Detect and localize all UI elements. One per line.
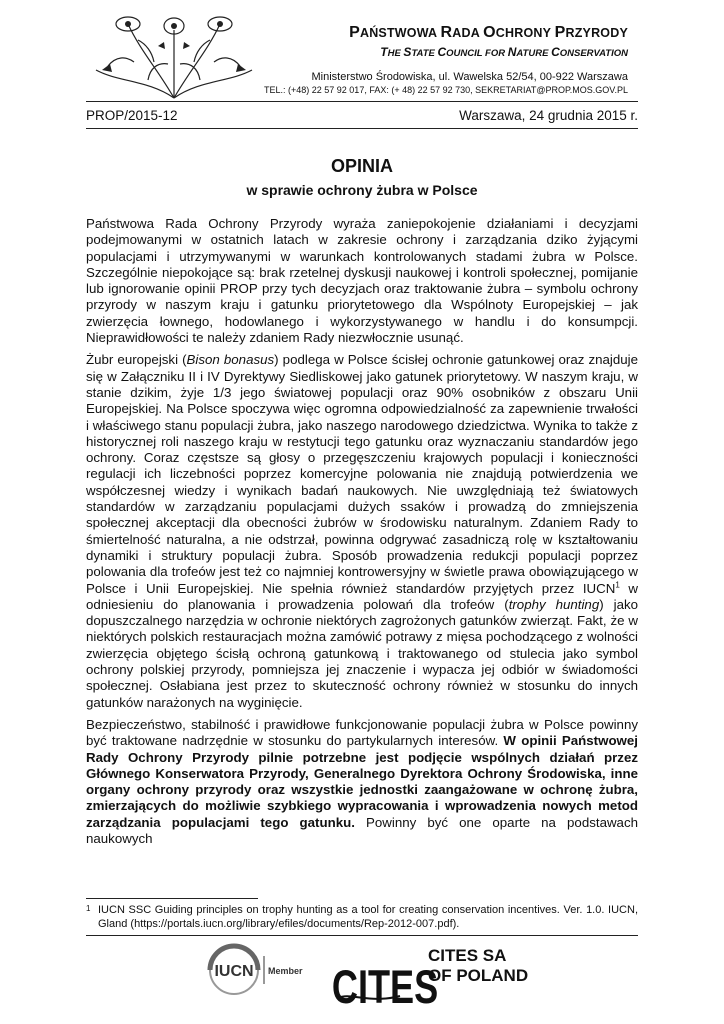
iucn-member-logo [206,942,316,998]
footnote-number: 1 [86,904,91,913]
org-contact: TEL.: (+48) 22 57 92 017, FAX: (+ 48) 22 57 92 730, SEKRETARIAT@PROP.MOS.GOV.PL [264,85,628,95]
document-subtitle: w sprawie ochrony żubra w Polsce [246,182,478,198]
key-recommendation: W opinii Państwowej Rady Ochrony Przyrody pilnie potrzebne jest podjęcie wspólnych działań przez Głównego Konserwatora Przyrody, Generalnego Dyrektora Ochrony Środowiska, inne organy ochrony przyrody oraz wszystkie jednostki zaangażowane w ochronę żubra, zmierzających do możliwie szybkiego wypracowania i wprowadzenia nowych metod zarządzania populacjami tego gatunku. [86,733,638,830]
reference-divider [86,128,638,129]
letterhead [262,24,628,95]
org-subtitle: THE STATE COUNCIL FOR NATURE CONSERVATION [380,45,628,59]
reference-number: PROP/2015-12 [86,108,178,123]
org-title: PAŃSTWOWA RADA OCHRONY PRZYRODY [349,24,628,41]
paragraph-2: Żubr europejski (Bison bonasus) podlega w Polsce ścisłej ochronie gatunkowej oraz znajduje się w Załączniku II i IV Dyrektywy Siedliskowej jako gatunek priorytetowy. W naszym kraju, w stanie dzikim, żyje 1/3 jego światowej populacji oraz 90% osobników z obszaru Unii Europejskiej. Na Polsce spoczywa więc ogromna odpowiedzialność za zapewnienie trwałości i właściwego stanu populacji żubra, jako naszego narodowego dziedzictwa. Wynika to także z historycznej roli naszego kraju w restytucji tego gatunku oraz wyznaczaniu standardów jego ochrony. Coraz częstsze są głosy o przegęszczeniu krajowych populacji i konieczności regulacji ich liczebności poprzez komercyjne polowania nie znajdują potwierdzenia we współczesnej wiedzy i wynikach badań naukowych. Nie uwzględniają też światowych standardów w zarządzaniu populacjami dużych ssaków i prowadzą do zmniejszenia społecznej akceptacji dla obecności żubrów w środowisku naturalnym. Zdaniem Rady to śmiertelność naturalna, a nie odstrzał, powinna odgrywać zasadniczą rolę w kształtowaniu dynamiki i struktury populacji żubra. Sposób prowadzenia redukcji populacji poprzez polowania dla trofeów jest też co najmniej kontrowersyjny w świetle prawa obowiązującego w Polsce i Unii Europejskiej. Nie spełnia również standardów przyjętych przez IUCN$^1$ w odniesieniu do planowania i prowadzenia polowań dla trofeów (trophy hunting) jako dopuszczalnego narzędzia w ochronie niektórych zagrożonych gatunków zwierząt. Fakt, że w niektórych polskich restauracjach można zamówić potrawy z mięsa pochodzącego z wolności zwierzęcia objętego ścisłą ochroną gatunkową i traktowanego od stulecia jako symbol ochrony polskiej przyrody, pomniejsza jej znaczenie i wypacza jej odbiór w świadomości społecznej. Osłabiana jest przez to skuteczność ochrony również w stosunku do innych gatunków narażonych na wyginięcie. [86,352,639,710]
cites-logo [330,938,439,1014]
iucn-label: IUCN [214,963,254,980]
footer-divider [86,935,638,936]
footnote-text: IUCN SSC Guiding principles on trophy hunting as a tool for creating conservation incentives. Ver. 1.0. IUCN, Gland (https://portals.iucn.org/library/efiles/documents/Rep-2012-007.pdf). [98,904,638,930]
footnote-divider [86,898,258,899]
org-address: Ministerstwo Środowiska, ul. Wawelska 52/54, 00-922 Warszawa [311,71,628,83]
species-name: Bison bonasus [186,352,275,368]
footnote-ref: 1 [615,580,620,590]
reference-line [86,108,638,123]
paragraph-1: Państwowa Rada Ochrony Przyrody wyraża zaniepokojenie działaniami i decyzjami podejmowanymi w ostatnich latach w zakresie ochrony i zarządzania dziko żyjącymi populacjami i utrzymywanymi w warunkach kontrolowanych stadami żubra w Polsce. Szczególnie niepokojące są: brak rzetelnej dyskusji naukowej i kontroli społecznej, pomijanie lub ignorowanie opinii PROP przy tych decyzjach oraz traktowanie żubra – symbolu ochrony przyrody w naszym kraju i gatunku priorytetowego dla Wspólnoty Europejskiej – jak zwierzęcia łownego, hodowlanego i wykorzystywanego w handlu i do konsumpcji. Nieprawidłowości te należy zdaniem Rady niezwłocznie usunąć. [86,216,638,346]
prop-emblem-logo [88,10,260,102]
paragraph-3: Bezpieczeństwo, stabilność i prawidłowe funkcjonowanie populacji żubra w Polsce powinny być traktowane nadrzędnie w stosunku do partykularnych interesów. W opinii Państwowej Rady Ochrony Przyrody pilnie potrzebne jest podjęcie wspólnych działań przez Głównego Konserwatora Przyrody, Generalnego Dyrektora Ochrony Środowiska, inne organy ochrony przyrody oraz wszystkie jednostki zaangażowane w ochronę żubra, zmierzających do możliwie szybkiego wypracowania i wprowadzenia nowych metod zarządzania populacjami tego gatunku. Powinny być one oparte na podstawach naukowych [86,716,638,846]
cites-logo-wordmark: CITES [331,960,439,1014]
header-divider [86,101,638,102]
footnote [86,904,638,931]
cites-sa-label: CITES SA OF POLAND [428,946,529,985]
trophy-hunting-term: trophy hunting [508,596,600,612]
document-date: Warszawa, 24 grudnia 2015 r. [459,108,638,123]
document-title: OPINIA [330,156,393,176]
iucn-member-label: Member [268,966,303,976]
document-body [86,216,638,853]
